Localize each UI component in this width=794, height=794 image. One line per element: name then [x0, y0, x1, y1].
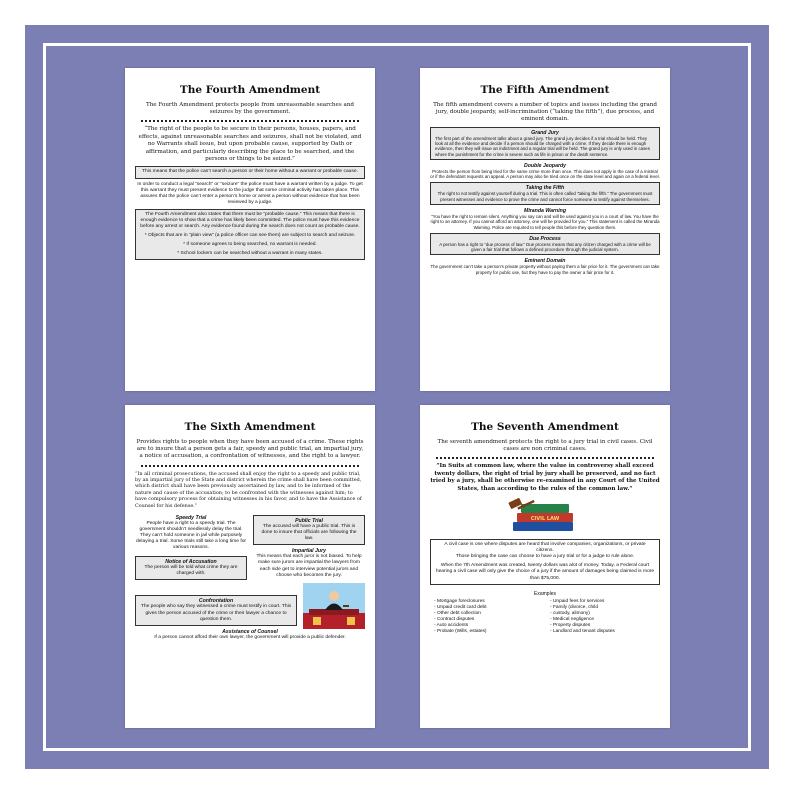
fourth-box2-item: * School lockers can be searched without a warrant in many states.	[177, 251, 323, 257]
public-trial-text: The accused will have a public trial. This is done to insure that officials are following the law.	[261, 524, 357, 542]
civil-case-box	[430, 539, 660, 585]
fifth-title: The Fifth Amendment	[480, 84, 610, 96]
notice-text: The person will be told what crime they are charged with.	[144, 564, 238, 576]
sixth-rights-columns	[135, 515, 365, 583]
fourth-box2-item: * Objects that are in “plain view” (a police officer can see them) are subject to search and seizure.	[144, 233, 356, 239]
fifth-intro: The fifth amendment covers a number of topics and issues including the grand jury, double jeopardy, self-incrimination (“taking the fifth”), due process, and eminent domain.	[433, 102, 657, 123]
speedy-trial-text: People have a right to a speedy trial. The government shouldn’t needlessly delay the trial. They can’t hold someone in jail while purposely delaying a trial. Some trials still take a long time for various reasons.	[135, 521, 247, 551]
confrontation-text: The people who say they witnessed a crime must testify in court. This gives the person accused of the crime or their lawyer a chance to question them.	[140, 604, 292, 622]
civil-case-p3: When the 7th Amendment was created, twenty dollars was alot of money. Today, a Federal court hearing a civil case will only give the choice of a jury if the amount of damages being claimed is more than $75,000.	[435, 563, 655, 581]
examples-left-list	[434, 599, 544, 635]
sixth-quote: “In all criminal prosecutions, the accused shall enjoy the right to a speedy and public trial, by an impartial jury of the State and district wherein the crime shall have been committed, which district shall have been previously ascertained by law, and to be informed of the nature and cause of the accusation; to be confronted with the witnesses against him; to have compulsory process for obtaining witnesses in his favor, and to have the Assistance of Counsel for his defense.”	[135, 470, 362, 509]
list-item: - Auto accidents	[434, 623, 544, 629]
list-item: - custody, alimony)	[550, 611, 660, 617]
eminent-domain-text: The government can’t take a person’s private property without paying them a fair price for it. The government can take property for public use, but they have to pay the owner a fair price for it.	[430, 264, 660, 275]
public-trial-box	[253, 515, 365, 545]
dotted-divider	[141, 465, 359, 467]
civil-case-p1: A civil case is one where disputes are heard that involve companies, organizations, or private citizens.	[444, 542, 646, 554]
speedy-trial-heading: Speedy Trial	[175, 515, 207, 522]
list-item: - Landlord and tenant disputes	[550, 629, 660, 635]
civil-case-p2: Those bringing the case can choose to have a jury trial or for a judge to rule alone.	[455, 554, 635, 560]
fourth-box-warrant	[135, 166, 365, 178]
double-jeopardy-text: Protects the person from being tried for the same crime more than once. This does not apply in the case of a mistrial or if the defendant requests an appeal. A person may also be tried once on the state level and again on a federal level.	[430, 168, 660, 180]
fourth-amendment-page	[125, 68, 375, 391]
list-item: - Mortgage foreclosures	[434, 599, 544, 605]
list-item: - Probate (Wills, estates)	[434, 629, 544, 635]
fifth-taking-box	[430, 182, 660, 205]
seventh-intro: The seventh amendment protects the right to a jury trial in civil cases. Civil cases are non criminal cases.	[437, 439, 653, 453]
courtroom-judge-illustration	[303, 583, 365, 629]
double-jeopardy-heading: Double Jeopardy	[523, 162, 567, 169]
taking-fifth-text: The right to not testify against yourself during a trial. This is often called “taking the fifth.” The government must present witnesses and evidence to prove the crime and cannot force someone to testify against themselves.	[437, 191, 653, 202]
impartial-jury-heading: Impartial Jury	[291, 548, 327, 555]
seventh-amendment-page	[420, 405, 670, 728]
civil-law-label: CIVIL LAW	[530, 516, 560, 523]
seventh-title: The Seventh Amendment	[471, 421, 619, 433]
examples-columns	[430, 599, 660, 635]
grand-jury-text: The first part of the amendment talks about a grand jury. The grand jury decides if a trial should be held. They look at all the evidence and decide if a person should be charged with a crime. If they decide there is enough evidence, then they will issue an indictment and a regular trial will be held. The grand jury is only used in cases where the punishment for the crime is severe such as life in prison or the death sentence.	[435, 135, 650, 157]
examples-right-list	[550, 599, 660, 635]
list-item: - Contract disputes	[434, 617, 544, 623]
sixth-amendment-page	[125, 405, 375, 728]
fourth-box2-text: The Fourth Amendment also states that there must be “probable cause.” This means that there is enough evidence to show that a crime has likely been committed. The police must have this evidence before any arrest or search. Any evidence found during the search does not count as probable cause.	[140, 211, 360, 230]
dotted-divider	[436, 457, 654, 459]
sixth-right-column	[253, 515, 365, 583]
impartial-jury-text: This means that each juror is not biased. To help make sure jurors are impartial the lawyers from each side get to interview potential jurors and choose who becomes the jury.	[256, 554, 362, 578]
fourth-quote: “The right of the people to be secure in their persons, houses, papers, and effects, against unreasonable searches and seizures, shall not be violated, and no Warrants shall issue, but upon probable cause, supported by Oath or affirmation, and particularly describing the place to be searched, and the persons or things to be seized.”	[138, 126, 362, 163]
fourth-box2-item: * If someone agrees to being searched, no warrant is needed.	[183, 242, 317, 248]
sixth-intro: Provides rights to people when they have been accused of a crime. These rights are to insure that a person gets a fair, speedy and public trial, an impartial jury, a notice of accusation, a confrontation of witnesses, and the right to a lawyer.	[136, 439, 364, 460]
seventh-quote: “In Suits at common law, where the value in controversy shall exceed twenty dollars, the right of trial by jury shall be preserved, and no fact tried by a jury, shall be otherwise re-examined in any Court of the United States, than according to the rules of the common law.”	[430, 463, 660, 492]
grand-jury-heading: Grand Jury	[531, 129, 559, 136]
notice-heading: Notice of Accusation	[165, 558, 217, 565]
law-books-gavel-illustration	[505, 496, 585, 536]
counsel-text: If a person cannot afford their own lawyer, the government will provide a public defender.	[154, 634, 346, 640]
examples-title: Examples	[534, 590, 556, 597]
eminent-domain-heading: Eminent Domain	[524, 258, 566, 265]
fourth-box1-text: This means that the police can’t search a person or their home without a warrant or probable cause.	[142, 169, 358, 175]
public-trial-heading: Public Trial	[295, 518, 323, 525]
list-item: - Family (divorce, child	[550, 605, 660, 611]
miranda-heading: Miranda Warning	[524, 207, 566, 214]
confrontation-heading: Confrontation	[198, 598, 234, 605]
due-process-heading: Due Process	[529, 235, 561, 242]
dotted-divider	[141, 120, 359, 122]
notice-box	[135, 556, 247, 580]
list-item: - Other debt collection	[434, 611, 544, 617]
list-item: - Unpaid credit card debt	[434, 605, 544, 611]
fourth-box-probable-cause	[135, 209, 365, 261]
due-process-text: A person has a right to “due process of law.” Due process means that any citizen charged with a crime will be given a fair trial that follows a defined procedure through the judicial system.	[439, 241, 651, 253]
fourth-intro: The Fourth Amendment protects people from unreasonable searches and seizures by the government.	[145, 102, 355, 116]
sixth-title: The Sixth Amendment	[184, 421, 316, 433]
list-item: - Medical negligence	[550, 617, 660, 623]
fifth-grand-jury-box	[430, 127, 660, 160]
fifth-due-process-box	[430, 233, 660, 256]
taking-fifth-heading: Taking the Fifth	[525, 185, 565, 192]
fifth-amendment-page	[420, 68, 670, 391]
sixth-left-column	[135, 515, 247, 583]
fourth-title: The Fourth Amendment	[179, 84, 321, 96]
confrontation-box	[135, 595, 297, 625]
list-item: - Property disputes	[550, 623, 660, 629]
list-item: - Unpaid fees for services	[550, 599, 660, 605]
miranda-text: “You have the right to remain silent. Anything you say can and will be used against you in a court of law. You have the right to an attorney. If you cannot afford an attorney, one will be provided for you.” This statement is called the Miranda Warning. Police are required to tell people this before they question them.	[430, 213, 660, 230]
counsel-heading: Assistance of Counsel	[222, 628, 278, 635]
confrontation-row	[135, 583, 365, 629]
fourth-paragraph: In order to conduct a legal “search” or “seizure” the police must have a warrant written by a judge. To get this warrant they must present evidence to the judge that some criminal activity has taken place. This assures that the police can’t enter a person’s home or arrest a person without evidence that has been reviewed by a judge.	[137, 181, 363, 205]
